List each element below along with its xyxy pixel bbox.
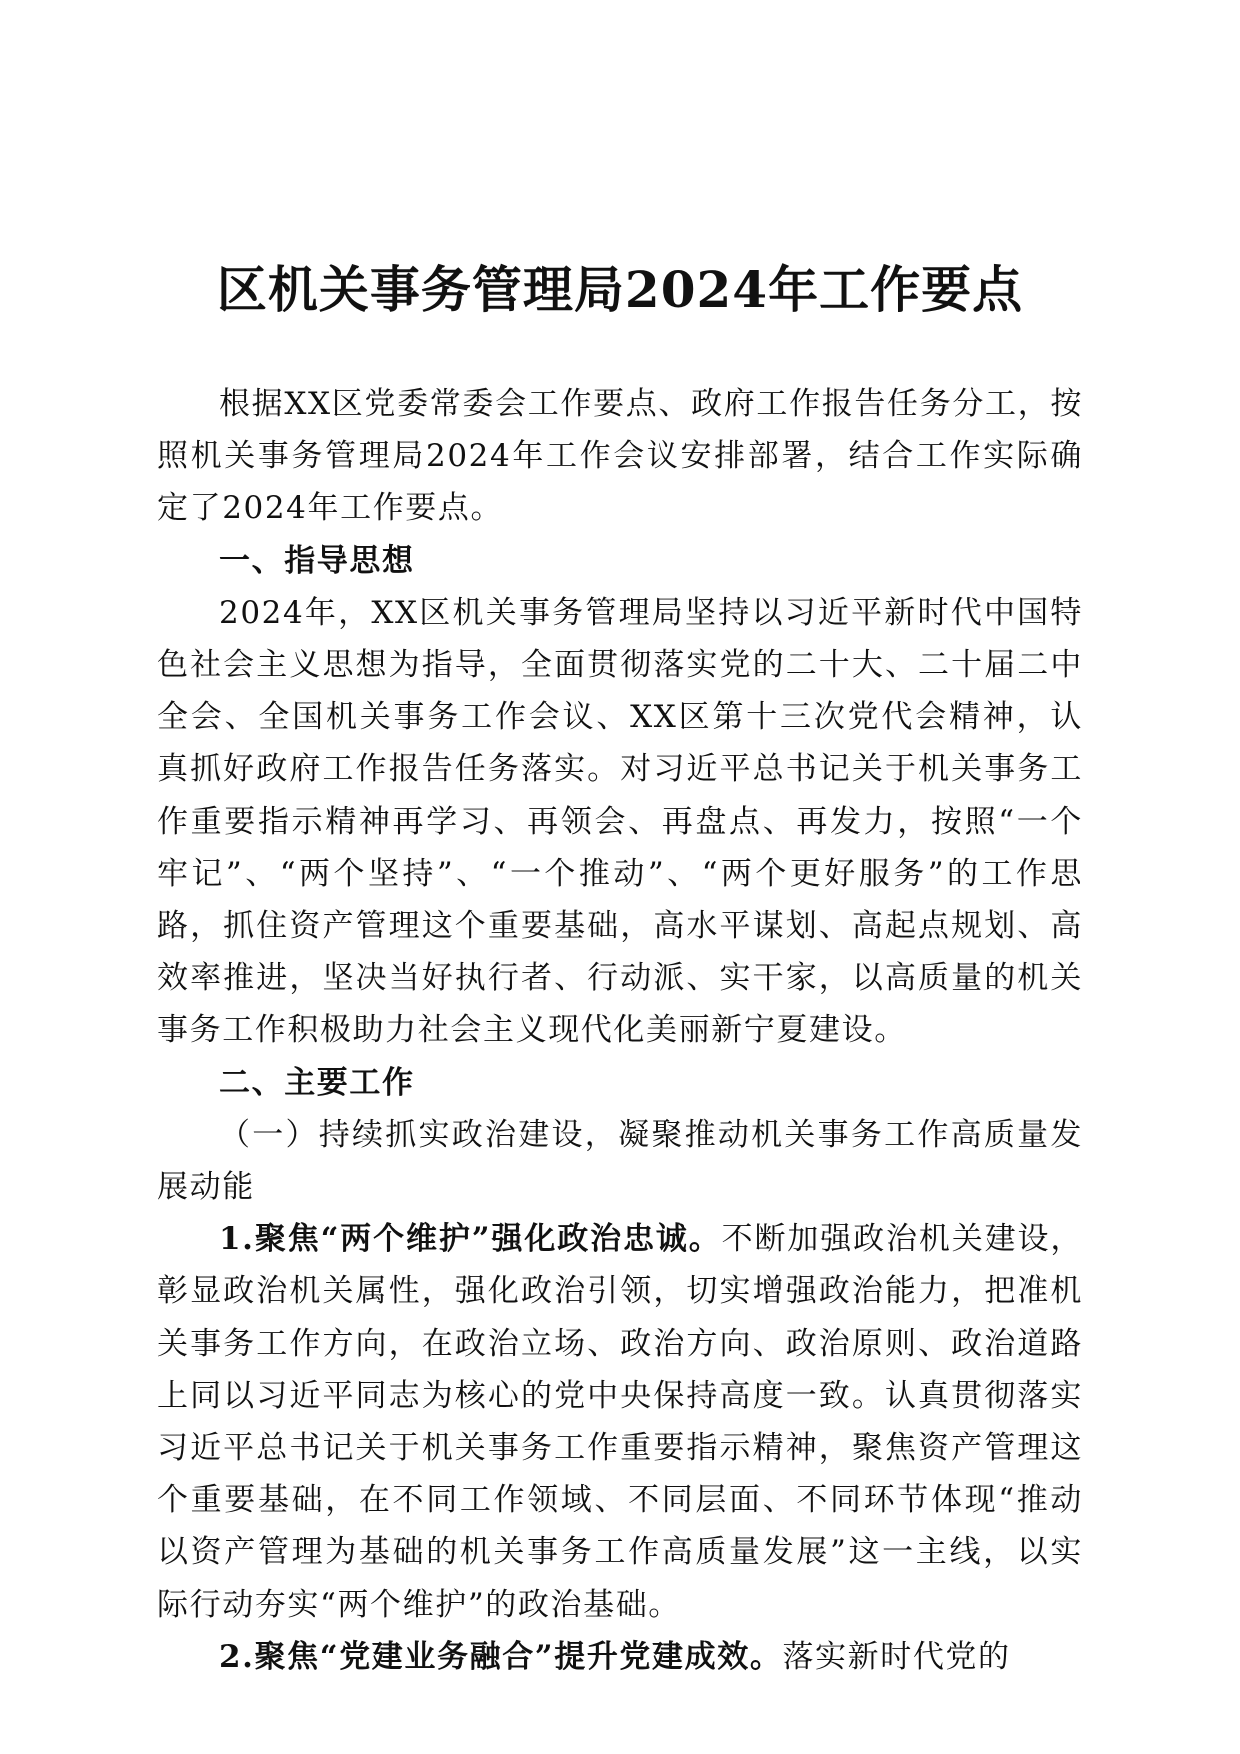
document-body [157,378,1083,1683]
section-heading-guiding-ideology: 一、指导思想 [219,542,415,579]
item-2-lead: 2.聚焦“党建业务融合”提升党建成效。 [219,1638,783,1675]
guiding-ideology-paragraph: 2024年，XX区机关事务管理局坚持以习近平新时代中国特色社会主义思想为指导，全面贯彻落实党的二十大、二十届二中全会、全国机关事务工作会议、XX区第十三次党代会精神，认真抓好政府工作报告任务落实。对习近平总书记关于机关事务工作重要指示精神再学习、再领会、再盘点、再发力，按照“一个牢记”、“两个坚持”、“一个推动”、“两个更好服务”的工作思路，抓住资产管理这个重要基础，高水平谋划、高起点规划、高效率推进，坚决当好执行者、行动派、实干家，以高质量的机关事务工作积极助力社会主义现代化美丽新宁夏建设。 [157,594,1083,1049]
section-heading-main-work: 二、主要工作 [219,1064,415,1101]
item-1-paragraph [157,1213,1083,1631]
item-1-lead: 1.聚焦“两个维护”强化政治忠诚。 [219,1221,722,1258]
item-1-text: 不断加强政治机关建设，彰显政治机关属性，强化政治引领，切实增强政治能力，把准机关事务工作方向，在政治立场、政治方向、政治原则、政治道路上同以习近平同志为核心的党中央保持高度一致。认真贯彻落实习近平总书记关于机关事务工作重要指示精神，聚焦资产管理这个重要基础，在不同工作领域、不同层面、不同环节体现“推动以资产管理为基础的机关事务工作高质量发展”这一主线，以实际行动夯实“两个维护”的政治基础。 [157,1221,1083,1623]
item-2-paragraph [157,1631,1083,1683]
document-title: 区机关事务管理局2024年工作要点 [216,260,1024,319]
intro-paragraph: 根据XX区党委常委会工作要点、政府工作报告任务分工，按照机关事务管理局2024年工作会议安排部署，结合工作实际确定了2024年工作要点。 [157,386,1083,527]
item-2-text: 落实新时代党的 [782,1638,1011,1675]
subsection-heading-political-construction: （一）持续抓实政治建设，凝聚推动机关事务工作高质量发展动能 [157,1116,1083,1206]
